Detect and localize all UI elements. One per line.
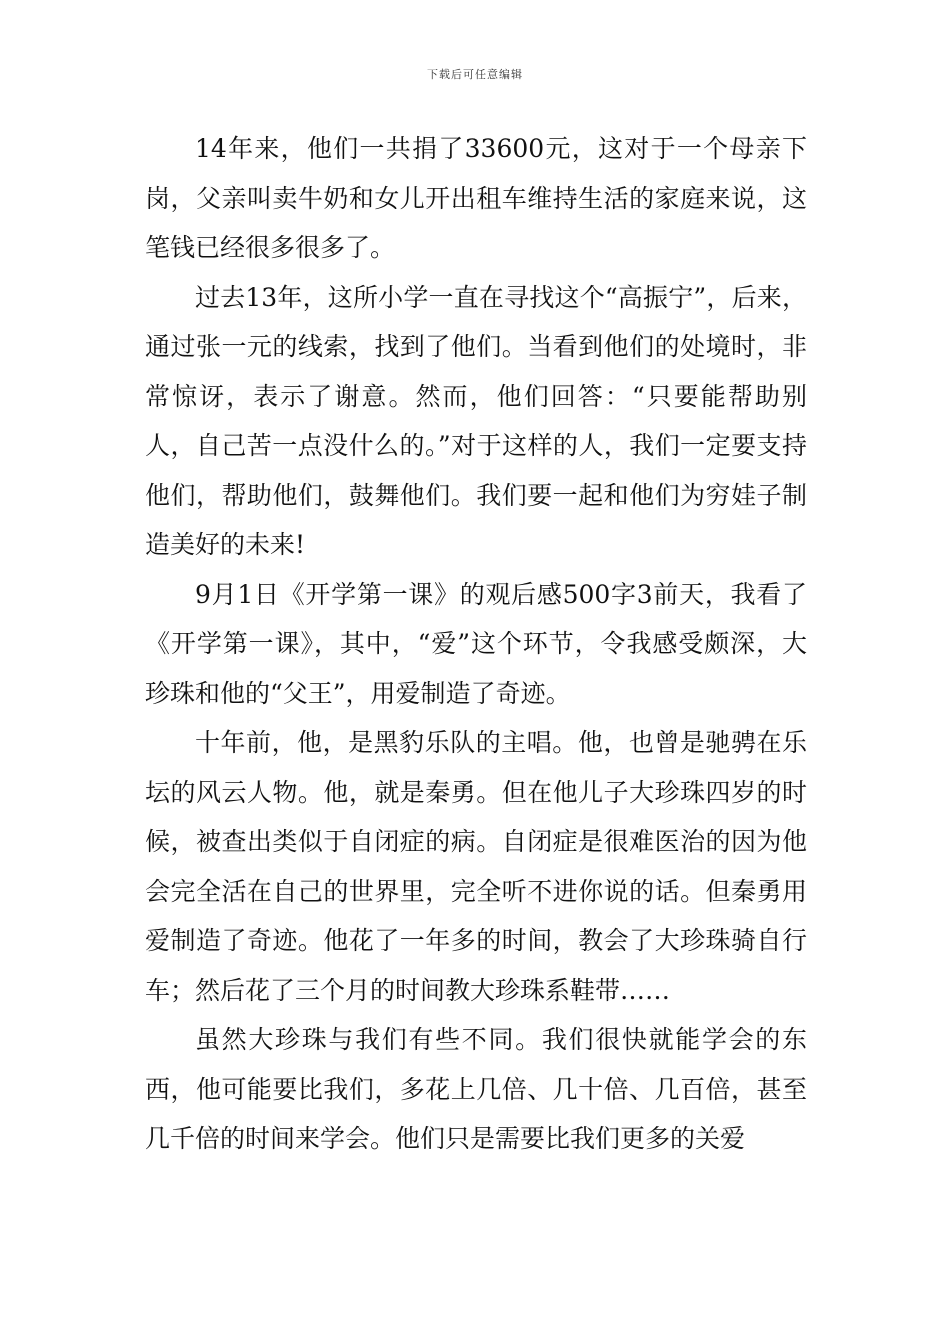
- document-body: [145, 124, 807, 1164]
- page-header-note: 下载后可任意编辑: [427, 68, 523, 81]
- paragraph-care: 虽然大珍珠与我们有些不同。我们很快就能学会的东西，他可能要比我们，多花上几倍、几十倍、几百倍，甚至几千倍的时间来学会。他们只是需要比我们更多的关爱: [145, 1025, 807, 1153]
- paragraph-donation: 14年来，他们一共捐了33600元，这对于一个母亲下岗，父亲叫卖牛奶和女儿开出租车维持生活的家庭来说，这笔钱已经很多很多了。: [145, 134, 807, 262]
- paragraph-qin-yong: 十年前，他，是黑豹乐队的主唱。他，也曾是驰骋在乐坛的风云人物。他，就是秦勇。但在他儿子大珍珠四岁的时候，被查出类似于自闭症的病。自闭症是很难医治的因为他会完全活在自己的世界里，完全听不进你说的话。但秦勇用爱制造了奇迹。他花了一年多的时间，教会了大珍珠骑自行车；然后花了三个月的时间教大珍珠系鞋带……: [145, 728, 807, 1005]
- paragraph-first-lesson: 9月1日《开学第一课》的观后感500字3前天，我看了《开学第一课》，其中，“爱”这个环节，令我感受颇深，大珍珠和他的“父王”，用爱制造了奇迹。: [145, 579, 807, 708]
- paragraph-search: 过去13年，这所小学一直在寻找这个“高振宁”，后来，通过张一元的线索，找到了他们。当看到他们的处境时，非常惊讶，表示了谢意。然而，他们回答：“只要能帮助别人，自己苦一点没什么的。”对于这样的人，我们一定要支持他们，帮助他们，鼓舞他们。我们要一起和他们为穷娃子制造美好的未来!: [145, 282, 807, 559]
